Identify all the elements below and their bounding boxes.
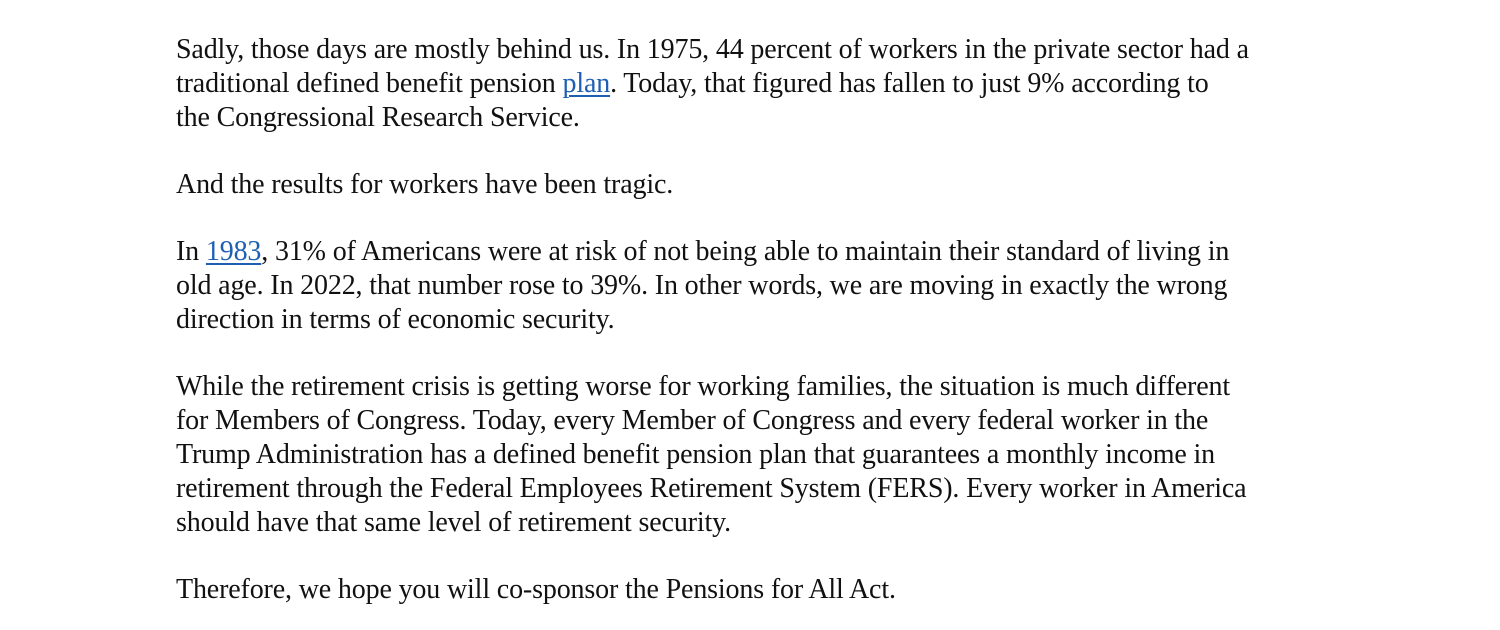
paragraph	[176, 370, 1356, 540]
text-segment: , 31% of Americans were at risk of not being able to maintain their standard of living in	[261, 236, 1230, 267]
text-segment: While the retirement crisis is getting worse for working families, the situation is much different	[176, 371, 1230, 402]
text-line	[176, 33, 1356, 67]
text-segment: Sadly, those days are mostly behind us. In 1975, 44 percent of workers in the private sector had a	[176, 34, 1249, 65]
text-segment: Trump Administration has a defined benefit pension plan that guarantees a monthly income in	[176, 439, 1215, 470]
text-segment: And the results for workers have been tragic.	[176, 169, 674, 200]
text-line	[176, 370, 1356, 404]
text-line	[176, 404, 1356, 438]
text-segment: the Congressional Research Service.	[176, 102, 580, 133]
text-line	[176, 472, 1356, 506]
paragraph	[176, 235, 1356, 337]
text-segment: should have that same level of retirement security.	[176, 507, 732, 538]
text-segment: retirement through the Federal Employees Retirement System (FERS). Every worker in America	[176, 473, 1247, 504]
text-line	[176, 269, 1356, 303]
paragraph	[176, 168, 1356, 202]
text-segment: traditional defined benefit pension	[176, 68, 563, 99]
text-line	[176, 573, 1356, 607]
text-line	[176, 438, 1356, 472]
text-line	[176, 67, 1356, 101]
text-segment: . Today, that figured has fallen to just 9% according to	[610, 68, 1209, 99]
text-line	[176, 235, 1356, 269]
text-line	[176, 506, 1356, 540]
text-segment: direction in terms of economic security.	[176, 304, 615, 335]
paragraph	[176, 573, 1356, 607]
text-segment: for Members of Congress. Today, every Member of Congress and every federal worker in the	[176, 405, 1209, 436]
text-segment: In	[176, 236, 206, 267]
text-segment: old age. In 2022, that number rose to 39%. In other words, we are moving in exactly the wrong	[176, 270, 1228, 301]
document-body	[176, 33, 1356, 607]
link-plan[interactable]: plan	[562, 68, 611, 99]
paragraph	[176, 33, 1356, 135]
text-line	[176, 101, 1356, 135]
link-1983[interactable]: 1983	[205, 236, 262, 267]
text-segment: Therefore, we hope you will co-sponsor the Pensions for All Act.	[176, 574, 896, 605]
text-line	[176, 303, 1356, 337]
text-line	[176, 168, 1356, 202]
